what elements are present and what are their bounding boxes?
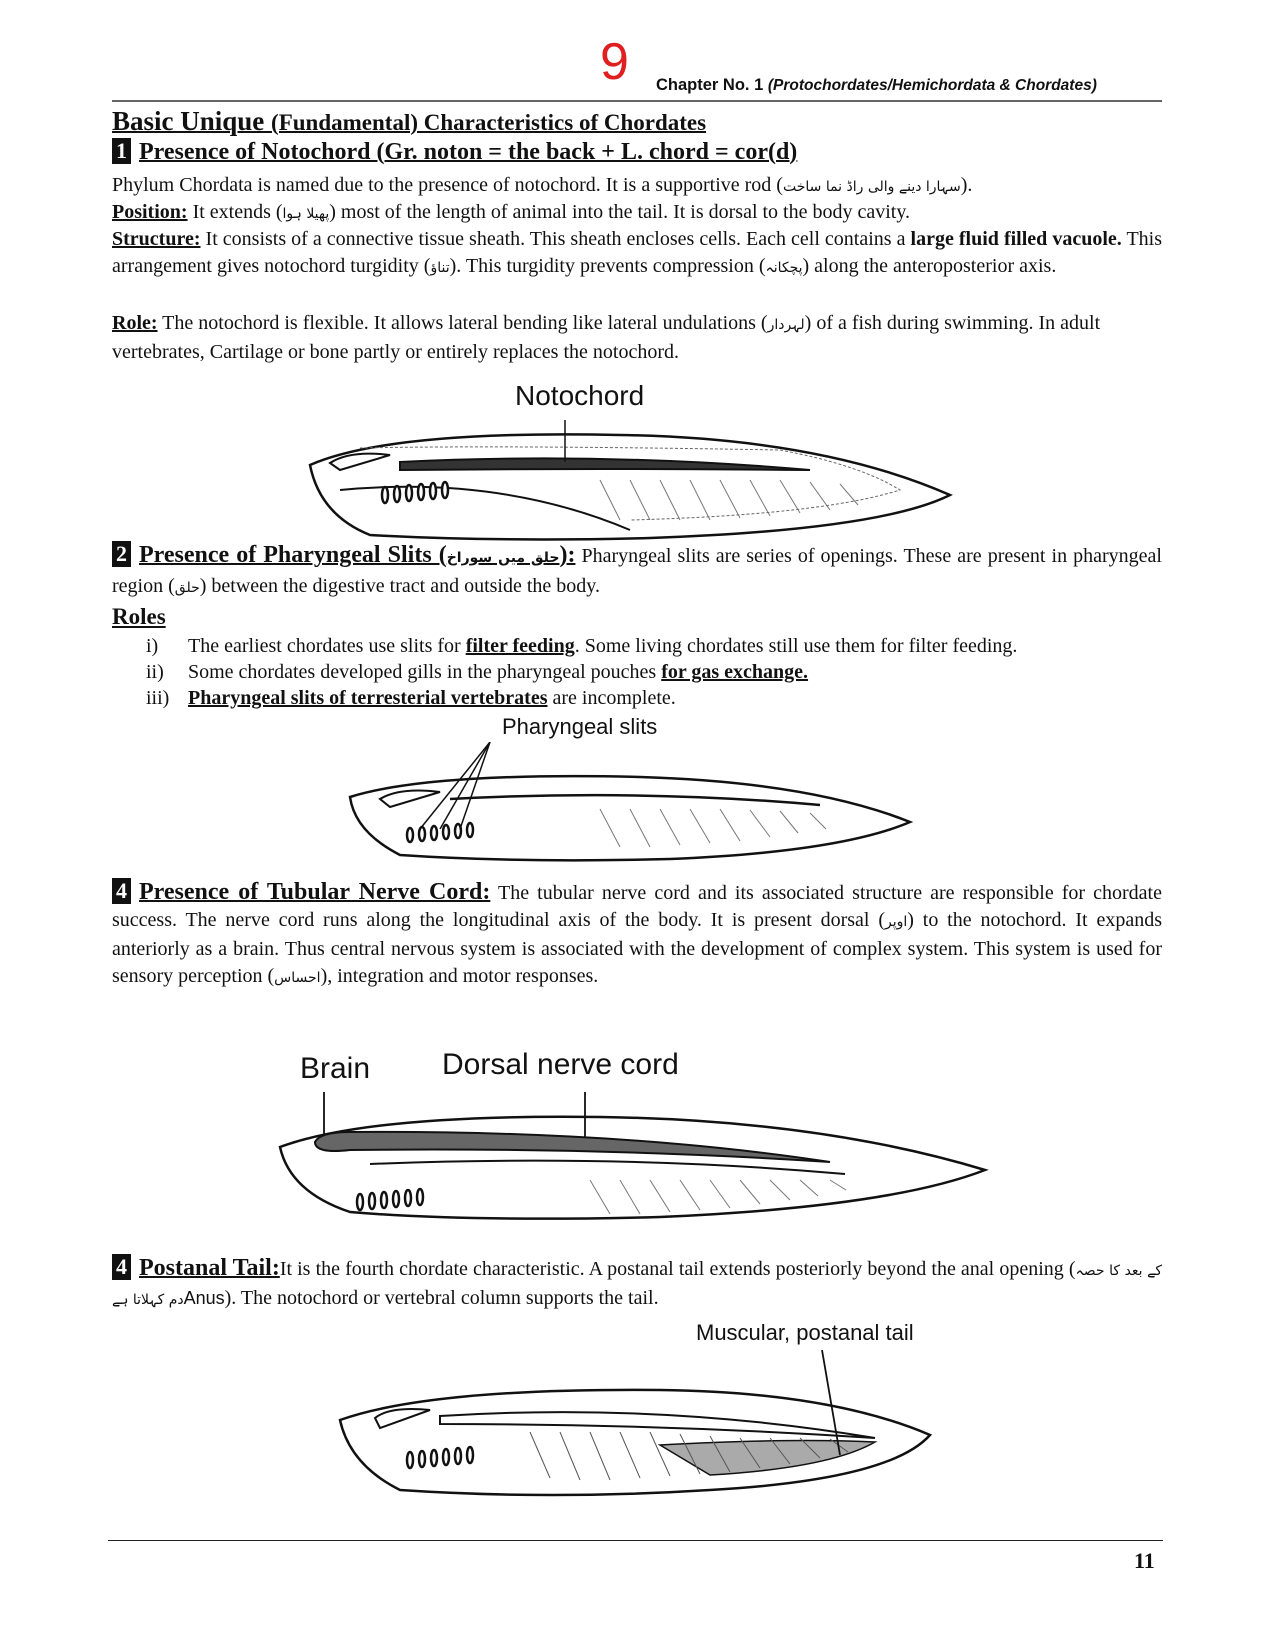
figure-label-postanal-tail: Muscular, postanal tail — [696, 1320, 914, 1345]
figure-label-notochord: Notochord — [515, 380, 645, 411]
figure-tail-diagram — [330, 1350, 950, 1515]
section-heading-text: Presence of Tubular Nerve Cord: — [139, 879, 491, 905]
role-item: i) The earliest chordates use slits for filter feeding. Some living chordates still use them for filter feeding. — [146, 635, 1018, 657]
section-number-badge: 4 — [112, 878, 131, 904]
section-postanal-tail: 4 Postanal Tail:It is the fourth chordate characteristic. A postanal tail extends posteriorly beyond the anal opening (کے بعد کا حصہ دم کہلاتا ہےAnus). The notochord or vertebral column supports the tail. — [112, 1254, 1162, 1309]
section-nerve-cord: 4 Presence of Tubular Nerve Cord: The tubular nerve cord and its associated structure are responsible for chordate success. The nerve cord runs along the longitudinal axis of the body. It is present dorsal (اوپر) to the notochord. It expands anteriorly as a brain. Thus central nervous system is associated with the development of complex system. This system is used for sensory perception (احساس), integration and motor responses. — [112, 878, 1162, 987]
notochord-intro: Phylum Chordata is named due to the presence of notochord. It is a supportive rod (سہارا دینے والی راڈ نما ساخت). — [112, 174, 973, 196]
notochord-position: Position: It extends (پھیلا ہوا) most of the length of animal into the tail. It is dorsal to the body cavity. — [112, 201, 911, 223]
chapter-label: Chapter No. 1 — [656, 76, 764, 94]
page-title — [112, 105, 706, 139]
section-pharyngeal: 2 Presence of Pharyngeal Slits (حلق میں سوراخ): Pharyngeal slits are series of openings. These are present in pharyngeal region (حلق) between the digestive tract and outside the body. — [112, 541, 1162, 597]
figure-label-brain: Brain — [300, 1052, 371, 1085]
figure-nerve-cord-pointers — [320, 1092, 620, 1147]
roles-heading: Roles — [112, 604, 166, 629]
chapter-header — [656, 76, 1097, 95]
section-number-badge: 4 — [112, 1254, 131, 1280]
notochord-structure: Structure: It consists of a connective tissue sheath. This sheath encloses cells. Each cell contains a large fluid filled vacuole. This arrangement gives notochord turgidity (تناؤ). This turgidity prevents compression (پچکانہ) along the anteroposterior axis. — [112, 228, 1162, 277]
role-item: ii) Some chordates developed gills in the pharyngeal pouches for gas exchange. — [146, 661, 809, 683]
section-heading-text: Presence of Notochord (Gr. noton = the back + L. chord = cor(d) — [139, 139, 798, 165]
figure-label-dorsal-nerve-cord: Dorsal nerve cord — [442, 1048, 679, 1081]
section-heading-text: Postanal Tail: — [139, 1255, 280, 1281]
role-item: iii) Pharyngeal slits of terresterial vertebrates are incomplete. — [146, 687, 676, 709]
footer-rule — [108, 1540, 1163, 1541]
page-number: 11 — [1134, 1548, 1155, 1573]
figure-notochord-diagram — [300, 420, 960, 545]
chapter-subtitle: (Protochordates/Hemichordata & Chordates) — [767, 77, 1097, 94]
section-notochord-heading — [112, 137, 797, 167]
title-sub: (Fundamental) Characteristics of Chordates — [271, 110, 707, 135]
header-rule — [112, 100, 1162, 102]
figure-pharyngeal-diagram — [340, 742, 920, 872]
section-number-badge: 1 — [112, 138, 131, 164]
section-number-badge: 2 — [112, 541, 131, 567]
title-main: Basic Unique — [112, 106, 272, 136]
section-heading-text: Presence of Pharyngeal Slits (حلق میں سوراخ): — [139, 542, 576, 568]
notochord-role: Role: The notochord is flexible. It allows lateral bending like lateral undulations (لہردار) of a fish during swimming. In adult vertebrates, Cartilage or bone partly or entirely replaces the notochord. — [112, 312, 1101, 363]
figure-label-pharyngeal-slits: Pharyngeal slits — [502, 714, 658, 739]
page-marker: 9 — [600, 33, 629, 91]
